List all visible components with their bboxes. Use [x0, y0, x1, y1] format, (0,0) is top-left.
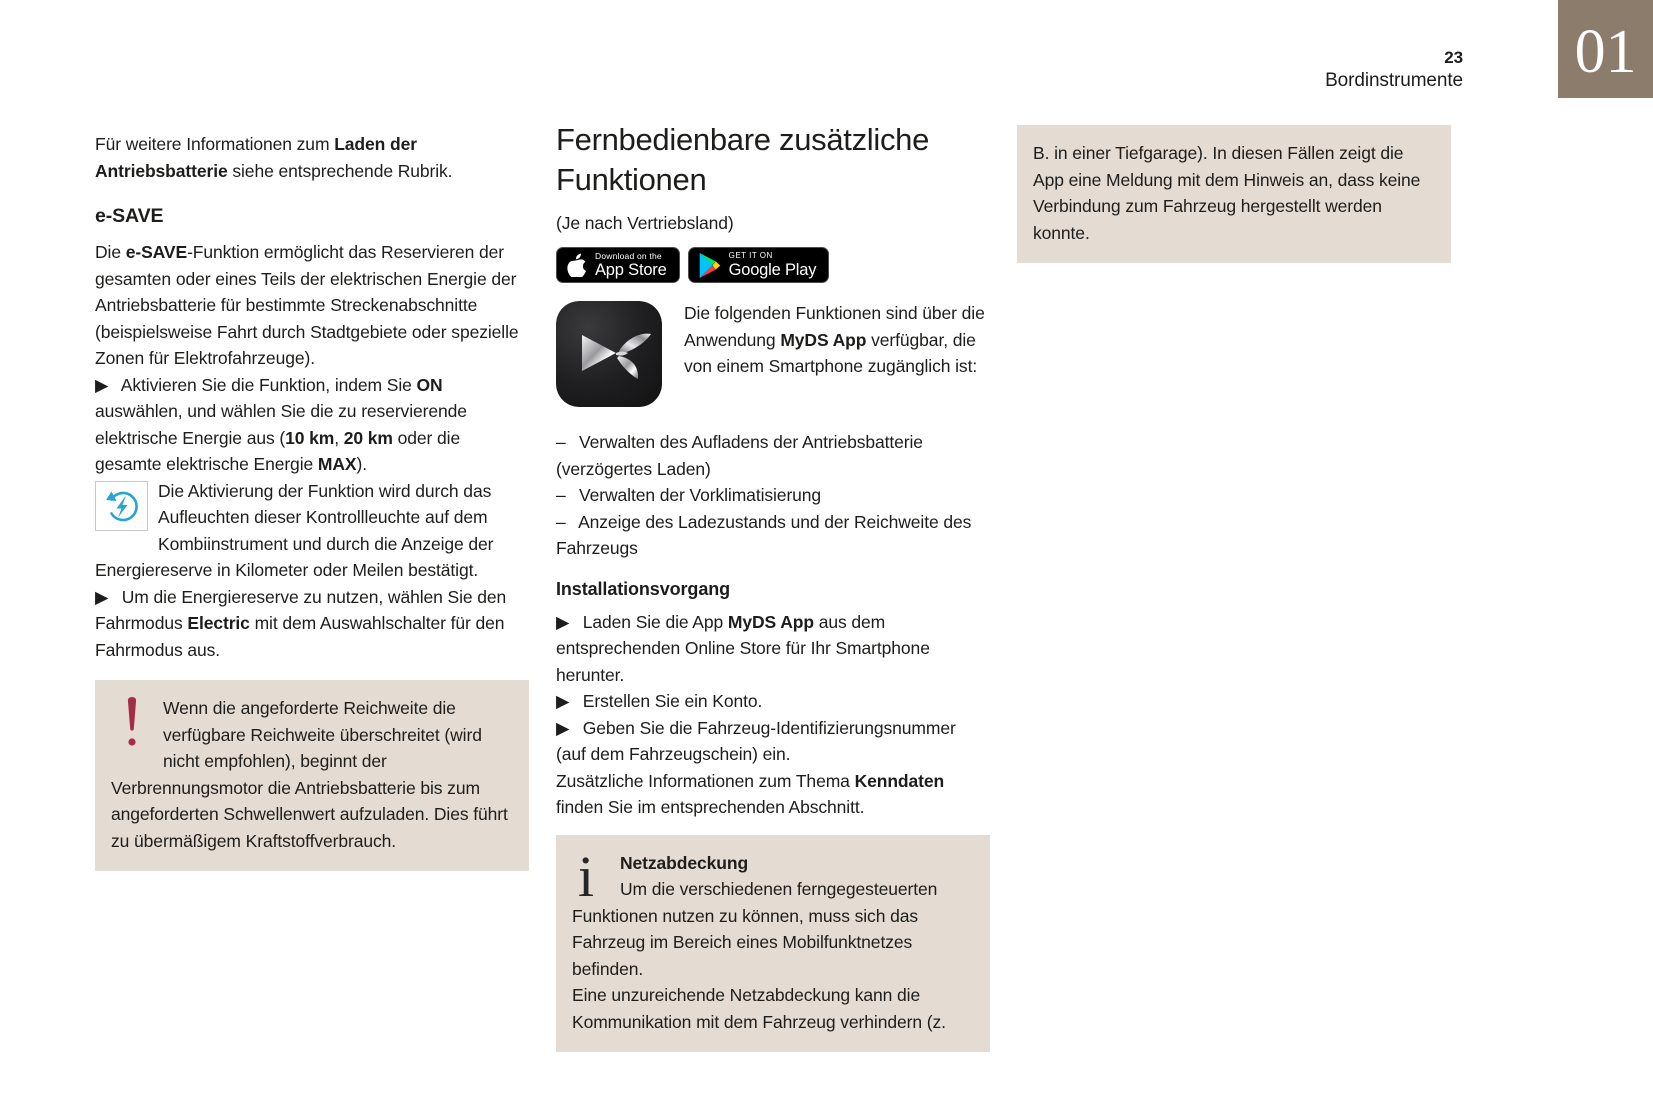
section-title: Bordinstrumente — [1325, 70, 1463, 91]
install-step: ▶ Erstellen Sie ein Konto. — [556, 691, 763, 711]
middle-column — [556, 120, 990, 1052]
install-step: ▶ Geben Sie die Fahrzeug-Identifizierungsnummer (auf dem Fahrzeugschein) ein. — [556, 717, 956, 764]
warning-box — [95, 680, 529, 871]
esave-indicator-frame — [95, 481, 148, 531]
step-use: ▶ Um die Energiereserve zu nutzen, wählen Sie den Fahrmodus Electric mit dem Auswahlschalter für den Fahrmodus aus. — [95, 586, 507, 660]
store-badges — [556, 247, 990, 283]
left-column — [95, 131, 529, 871]
ds-automobiles-app-icon — [556, 301, 662, 407]
app-store-tagline: Download on the — [595, 250, 662, 261]
intro-paragraph: Für weitere Informationen zum Laden der Antriebsbatterie siehe entsprechende Rubrik. — [95, 134, 453, 181]
myds-app-block — [556, 300, 990, 413]
subtitle: (Je nach Vertriebsland) — [556, 213, 734, 233]
list-item: – Anzeige des Ladezustands und der Reichweite des Fahrzeugs — [556, 511, 972, 558]
functions-list — [556, 429, 990, 562]
chapter-tab — [1558, 0, 1653, 98]
right-column — [1017, 125, 1451, 263]
info-box — [556, 835, 990, 1053]
indicator-note: Die Aktivierung der Funktion wird durch das Aufleuchten dieser Kontrollleuchte auf dem Kombiinstrument und durch die Anzeige der Energiereserve in Kilometer oder Meilen bestätigt. — [95, 480, 494, 580]
list-item: – Verwalten des Aufladens der Antriebsbatterie (verzögertes Laden) — [556, 432, 923, 479]
info-icon: i — [578, 843, 595, 909]
page-title: Fernbedienbare zusätzliche Funktionen — [556, 122, 930, 197]
chapter-number: 01 — [1574, 17, 1637, 86]
install-step: ▶ Laden Sie die App MyDS App aus dem entsprechenden Online Store für Ihr Smartphone herunter. — [556, 611, 930, 685]
install-heading: Installationsvorgang — [556, 578, 731, 599]
esave-description: Die e-SAVE-Funktion ermöglicht das Reservieren der gesamten oder eines Teils der elektrischen Energie der Antriebsbatterie für bestimmte Streckenabschnitte (beispielsweise Fahrt durch Stadtgebiete oder spezielle Zonen für Elektrofahrzeuge). — [95, 242, 519, 368]
google-play-triangle-icon — [699, 253, 721, 278]
app-store-badge-text — [595, 252, 667, 279]
google-play-label: Google Play — [728, 260, 817, 279]
esave-heading: e-SAVE — [95, 205, 164, 227]
step-activate: ▶ Aktivieren Sie die Funktion, indem Sie ON auswählen, und wählen Sie die zu reservierende elektrische Energie aus (10 km, 20 km oder die gesamte elektrische Energie MAX). — [95, 374, 467, 474]
app-store-label: App Store — [595, 261, 667, 279]
install-steps — [556, 609, 990, 821]
circular-arrow-lightning-icon — [102, 486, 142, 526]
info-box-heading: Netzabdeckung — [620, 852, 749, 873]
install-note: Zusätzliche Informationen zum Thema Kenndaten finden Sie im entsprechenden Abschnitt. — [556, 770, 945, 817]
list-item: – Verwalten der Vorklimatisierung — [556, 485, 822, 505]
google-play-tagline: GET IT ON — [728, 250, 773, 260]
indicator-note-block — [95, 478, 529, 584]
info-continued-text: B. in einer Tiefgarage). In diesen Fällen zeigt die App eine Meldung mit dem Hinweis an, dass keine Verbindung zum Fahrzeug hergestellt werden konnte. — [1033, 143, 1421, 243]
apple-logo-icon — [567, 253, 587, 277]
info-box-continuation — [1017, 125, 1451, 263]
app-store-badge[interactable] — [556, 247, 680, 283]
info-box-text: Um die verschiedenen ferngegesteuerten Funktionen nutzen zu können, muss sich das Fahrzeug im Bereich eines Mobilfunktnetzes befinden. — [572, 879, 938, 979]
exclamation-icon — [119, 697, 145, 747]
google-play-badge[interactable] — [688, 247, 830, 283]
warning-text: Wenn die angeforderte Reichweite die verfügbare Reichweite überschreitet (wird nicht empfohlen), beginnt der Verbrennungsmotor die Antriebsbatterie bis zum angeforderten Schwellenwert aufzuladen. Dies führt zu übermäßigem Kraftstoffverbrauch. — [111, 698, 508, 851]
page-number: 23 — [1444, 48, 1463, 67]
info-box-text2: Eine unzureichende Netzabdeckung kann die Kommunikation mit dem Fahrzeug verhindern (z. — [572, 985, 946, 1032]
google-play-badge-text — [729, 252, 817, 279]
app-intro: Die folgenden Funktionen sind über die Anwendung MyDS App verfügbar, die von einem Smartphone zugänglich ist: — [684, 303, 985, 376]
